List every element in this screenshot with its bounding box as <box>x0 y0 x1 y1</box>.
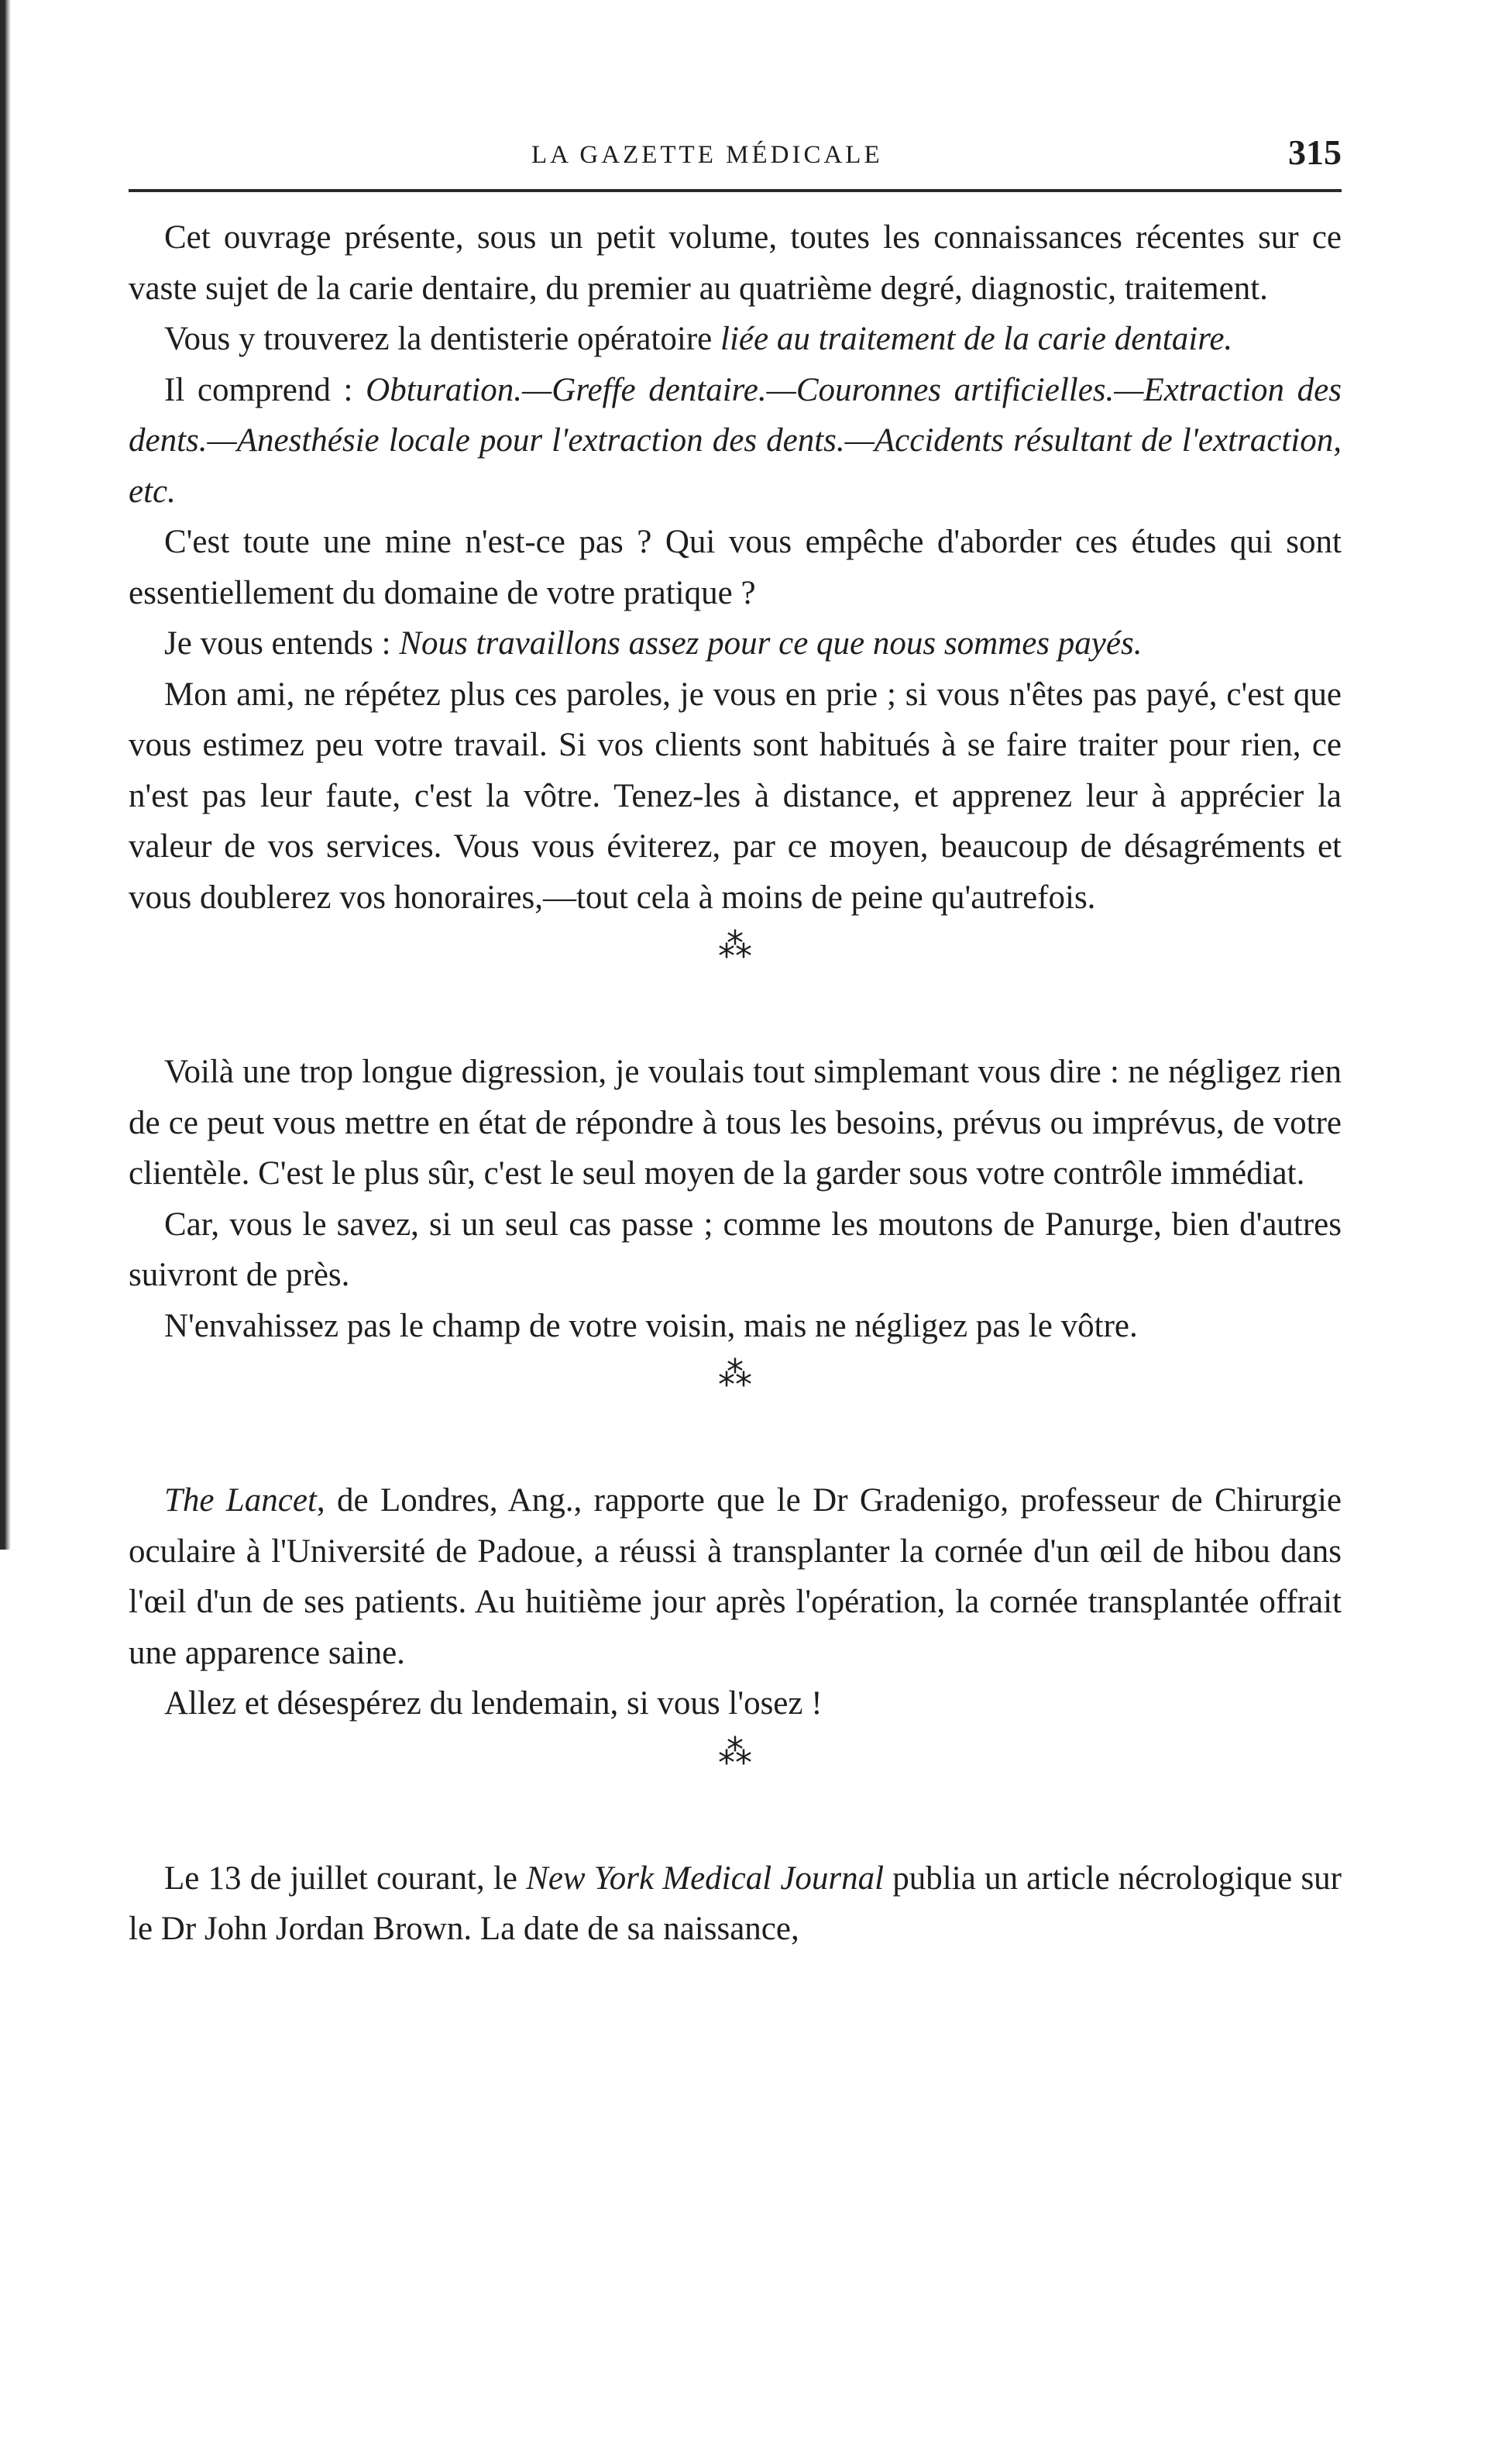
asterism-separator <box>129 1351 1342 1475</box>
paragraph: Allez et désespérez du lendemain, si vous l'osez ! <box>164 1685 823 1722</box>
header-rule <box>129 189 1342 192</box>
paragraph: C'est toute une mine n'est-ce pas ? Qui vous empêche d'aborder ces études qui sont essentiellement du domaine de votre pratique ? <box>129 524 1342 611</box>
asterism-icon: ⁂ <box>718 1732 752 1772</box>
italic-run: Obturation.—Greffe dentaire.—Couronnes artificielles.—Extraction des dents.—Anesthésie locale pour l'extraction des dents.—Accidents résultant de l'extraction, etc. <box>129 371 1342 510</box>
text-run: Il comprend : <box>164 371 366 408</box>
running-title: LA GAZETTE MÉDICALE <box>531 141 883 169</box>
italic-run: Nous travaillons assez pour ce que nous sommes payés. <box>399 625 1143 662</box>
paragraph <box>129 314 1342 365</box>
asterism-icon: ⁂ <box>718 926 752 965</box>
asterism-separator <box>129 1729 1342 1853</box>
paragraph <box>129 365 1342 518</box>
page-number: 315 <box>1288 132 1342 172</box>
page-header <box>129 132 1342 186</box>
paragraph <box>129 618 1342 669</box>
paragraph: N'envahissez pas le champ de votre voisin, mais ne négligez pas le vôtre. <box>164 1307 1138 1344</box>
text-run: Le 13 de juillet courant, le <box>164 1859 527 1897</box>
paragraph <box>129 1853 1342 1955</box>
text-run: Vous y trouverez la dentisterie opératoire <box>164 321 721 357</box>
document-page <box>129 132 1342 1955</box>
paragraph: Voilà une trop longue digression, je voulais tout simplemant vous dire : ne négligez rien de ce peut vous mettre en état de répondre à tous les besoins, prévus ou imprévus, de votre clientèle. C'est le plus sûr, c'est le seul moyen de la garder sous votre contrôle immédiat. <box>129 1054 1342 1192</box>
text-run: , de Londres, Ang., rapporte que le Dr Gradenigo, professeur de Chirurgie oculaire à l'Université de Padoue, a réussi à transplanter la cornée d'un œil de hibou dans l'œil d'un de ses patients. Au huitième jour après l'opération, la cornée transplantée offrait une apparence saine. <box>129 1482 1342 1671</box>
italic-run: New York Medical Journal <box>526 1859 885 1897</box>
text-run: publia un article nécrologique sur le Dr John Jordan Brown. La date de sa naissance, <box>129 1859 1342 1947</box>
paragraph: Cet ouvrage présente, sous un petit volume, toutes les connaissances récentes sur ce vaste sujet de la carie dentaire, du premier au quatrième degré, diagnostic, traitement. <box>129 219 1342 307</box>
page-binding-edge <box>0 0 11 1550</box>
text-run: Je vous entends : <box>164 625 400 662</box>
article-body <box>129 212 1342 1955</box>
asterism-icon: ⁂ <box>718 1354 752 1394</box>
paragraph: Car, vous le savez, si un seul cas passe ; comme les moutons de Panurge, bien d'autres suivront de près. <box>129 1206 1342 1293</box>
asterism-separator <box>129 923 1342 1047</box>
paragraph <box>129 1475 1342 1678</box>
italic-run: The Lancet <box>164 1482 317 1519</box>
paragraph: Mon ami, ne répétez plus ces paroles, je vous en prie ; si vous n'êtes pas payé, c'est que vous estimez peu votre travail. Si vos clients sont habitués à se faire traiter pour rien, ce n'est pas leur faute, c'est la vôtre. Tenez-les à distance, et apprenez leur à apprécier la valeur de vos services. Vous vous éviterez, par ce moyen, beaucoup de désagréments et vous doublerez vos honoraires,—tout cela à moins de peine qu'autrefois. <box>129 676 1342 916</box>
italic-run: liée au traitement de la carie dentaire. <box>720 321 1233 357</box>
